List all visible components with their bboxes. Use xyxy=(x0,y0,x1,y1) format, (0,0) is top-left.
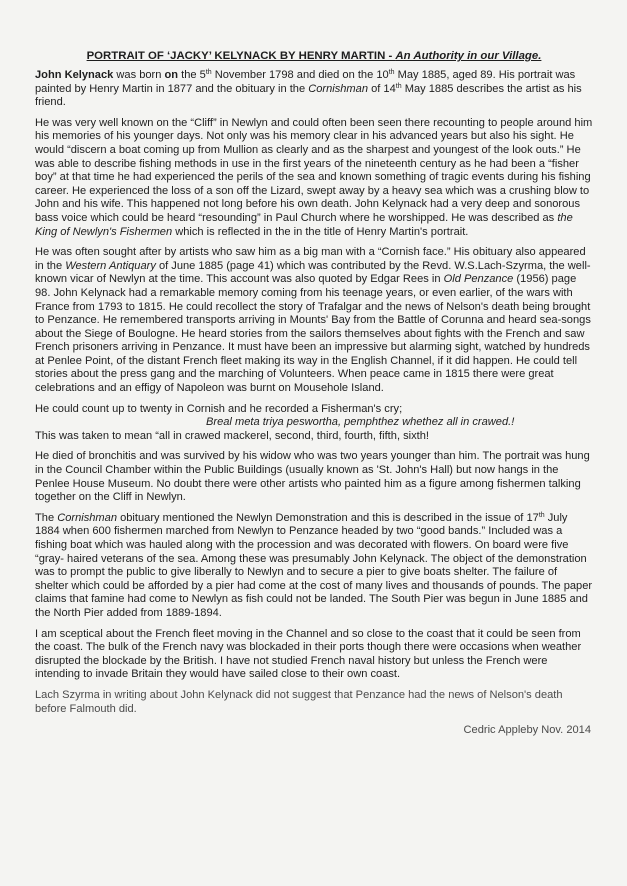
text-run: (1956) page 98. John Kelynack had a remarkable memory coming from his teenage years, or even earlier, of the wars with France from 1793 to 1815. He could recollect the story of Trafalgar and the news of Nelson's death being brought to Penzance. He remembered transports arriving in Mounts' Bay from the Battle of Corunna and heard sea-songs about the Siege of Boulogne. He heard stories from the sailors themselves about fights with the French and saw French prisoners arriving in Penzance. It must have been an impressive but alarming sight, watched by hundreds at Penlee Point, of the distant French fleet making its way in the English Channel, if it did happen. He could tell stories about the press gang and the marching of Volunteers. When peace came in 1815 there were great celebrations and an effigy of Napoleon was burnt on Mousehole Island. xyxy=(35,273,591,395)
author-signature: Cedric Appleby Nov. 2014 xyxy=(463,724,591,737)
paragraph-cornish-count: He could count up to twenty in Cornish and he recorded a Fisherman's cry; xyxy=(35,402,403,415)
ordinal-suffix: th xyxy=(538,511,545,519)
cry-meaning: This was taken to mean “all in crawed mackerel, second, third, fourth, fifth, sixth! xyxy=(35,429,429,442)
title-text: PORTRAIT OF ‘JACKY’ KELYNACK BY HENRY MARTIN - xyxy=(86,50,396,62)
portrait-title: the King of Newlyn's Fishermen xyxy=(35,211,573,238)
page-title xyxy=(35,50,593,62)
paragraph-lach-szyrma: Lach Szyrma in writing about John Kelynack did not suggest that Penzance had the news of Nelson's death before Falmouth did. xyxy=(35,688,563,715)
text-run: was born xyxy=(113,69,165,81)
paragraph-death: He died of bronchitis and was survived by his widow who was two years younger than him. The portrait was hung in the Council Chamber within the Public Buildings (usually known as 'St. John's Hall) but now hangs in the Penlee House Museum. No doubt there were other artists who painted him as a figure among fishermen talking together on the Cliff in Newlyn. xyxy=(35,450,590,504)
subject-name: John Kelynack xyxy=(35,69,114,81)
paragraph-sceptical: I am sceptical about the French fleet moving in the Channel and so close to the coast that it could be seen from the coast. The bulk of the French navy was blockaded in their ports though there were occasions when weather disrupted the blockade by the British. I have not studied French naval history but unless the French were intending to invade Britain they would have sailed close to their own coast. xyxy=(35,627,582,681)
text-run: July 1884 when 600 fishermen marched from Newlyn to Penzance headed by two “good bands.” Included was a fishing boat which was hauled along with the procession and was decorated with flowers. On board were five “gray- haired veterans of the sea. Among these was presumably John Kelynack. The object of the demonstration was to prompt the public to give liberally to Newlyn and to secure a pier to give boats shelter. The failure of shelter which could be afforded by a pier had come at the cost of many lives and thousands of pounds. The paper claims that famine had come to Newlyn as fish could not be landed. The South Pier was begun in June 1885 and the North Pier added from 1889-1894. xyxy=(35,511,593,619)
text-run: November 1798 and died on the 10 xyxy=(211,69,389,81)
publication-name: Old Penzance xyxy=(443,273,514,286)
text-run: May 1885, aged 89. His portrait was painted by Henry Martin in 1877 and the obituary in the xyxy=(35,69,576,95)
text-run: The xyxy=(35,511,58,524)
paragraph-cliff xyxy=(35,117,593,239)
text-run: which is reflected in the in the title of Henry Martin's portrait. xyxy=(172,225,469,238)
ordinal-suffix: th xyxy=(388,69,395,76)
publication-name: Cornishman xyxy=(308,82,369,95)
publication-name: Cornishman xyxy=(57,511,118,524)
title-subtitle: An Authority in our Village. xyxy=(395,50,542,62)
publication-name: Western Antiquary xyxy=(65,259,156,272)
fisherman-cry: Breal meta triya peswortha, pemphthez whethez all in crawed.! xyxy=(206,416,515,429)
text-run: the 5 xyxy=(178,69,206,81)
ordinal-suffix: th xyxy=(395,82,402,90)
text-run: of 14 xyxy=(368,82,396,95)
text-run: He was very well known on the “Cliff” in Newlyn and could often been seen there recounting to people around him his memories of his younger days. Not only was his memory clear in his advanced years but also his sight. He would “discern a boat coming up from Mullion as clearly and as the sharpest and youngest of the look outs.” He was able to describe fishing methods in use in the first years of the nineteenth century as he had been a “fisher boy” at that time he had experienced the perils of the sea and known something of tragic events during his fishing career. He experienced the loss of a son off the Lizard, swept away by a heavy sea which was a crushing blow to John and his wife. This happened not long before his own death. John Kelynack had a very deep and sonorous bass voice which could be heard “resounding” in Paul Church where he worshipped. He was described as xyxy=(35,116,593,224)
text-run: of June 1885 (page 41) which was contributed by the Revd. W.S.Lach-Szyrma, the well-known vicar of Newlyn at the time. This account was also quoted by Edgar Rees in xyxy=(35,259,591,286)
text-run-bold: on xyxy=(164,69,179,81)
paragraph-demonstration xyxy=(35,512,593,621)
paragraph-artists xyxy=(35,246,593,396)
text-run: obituary mentioned the Newlyn Demonstration and this is described in the issue of 17 xyxy=(117,511,539,524)
text-run: May 1885 describes the artist as his friend. xyxy=(35,82,582,109)
text-run: He was often sought after by artists who saw him as a big man with a “Cornish face.” His obituary also appeared in the xyxy=(35,246,586,272)
paragraph-birth xyxy=(35,69,593,110)
ordinal-suffix: th xyxy=(205,69,212,76)
